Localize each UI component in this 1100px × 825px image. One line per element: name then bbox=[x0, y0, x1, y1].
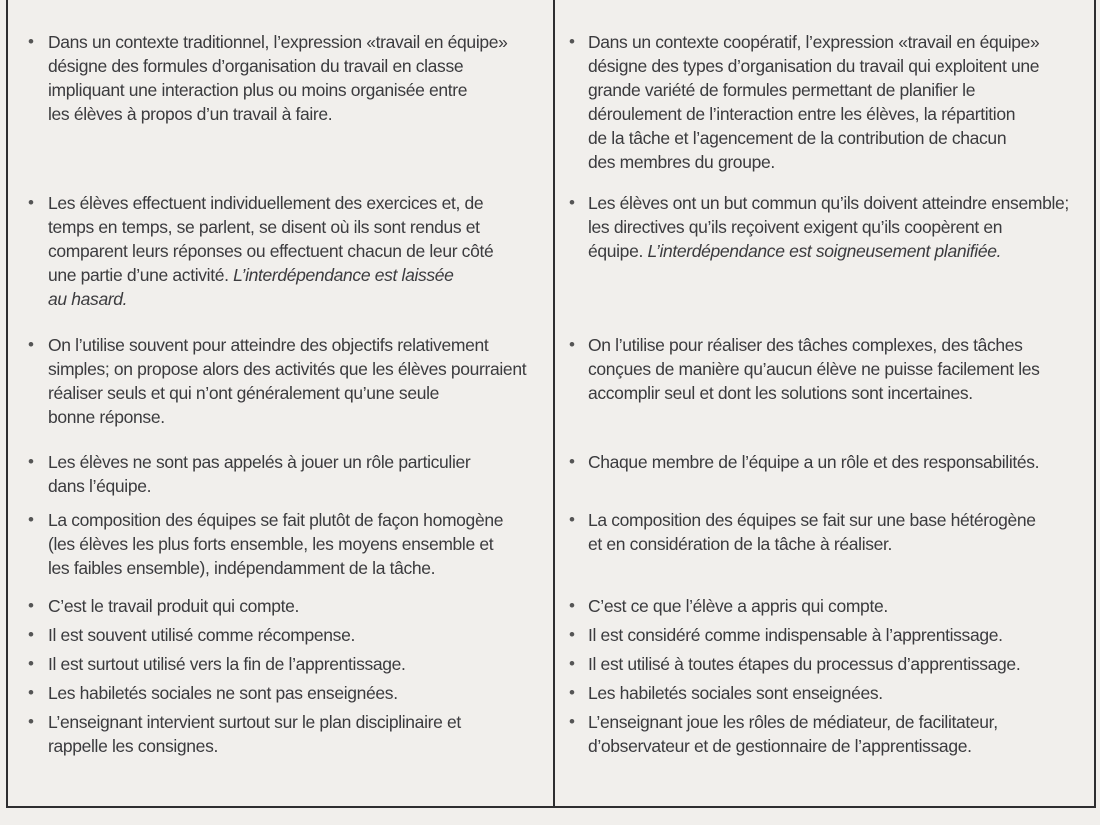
list-item-text bbox=[588, 508, 1086, 556]
text-line bbox=[48, 191, 543, 215]
text-line bbox=[48, 239, 543, 263]
text-segment: La composition des équipes se fait sur une base hétérogène bbox=[588, 510, 1036, 530]
text-line bbox=[588, 239, 1086, 263]
bullet-marker: • bbox=[28, 193, 34, 212]
text-line bbox=[48, 30, 543, 54]
bullet-marker: • bbox=[569, 683, 575, 702]
text-segment: et en considération de la tâche à réaliser. bbox=[588, 534, 893, 554]
text-line bbox=[48, 508, 543, 532]
text-segment: désigne des types d’organisation du travail qui exploitent une bbox=[588, 56, 1040, 76]
list-item-text bbox=[48, 710, 543, 758]
text-segment: Les élèves ont un but commun qu’ils doivent atteindre ensemble; bbox=[588, 193, 1069, 213]
list-item-text bbox=[48, 450, 543, 498]
text-line bbox=[588, 215, 1086, 239]
text-segment: Il est utilisé à toutes étapes du processus d’apprentissage. bbox=[588, 654, 1021, 674]
cooperative-column bbox=[555, 0, 1096, 806]
text-line bbox=[588, 333, 1086, 357]
list-item-text bbox=[48, 652, 543, 676]
text-line bbox=[48, 381, 543, 405]
text-line bbox=[588, 78, 1086, 102]
bullet-marker: • bbox=[28, 654, 34, 673]
bullet-marker: • bbox=[569, 335, 575, 354]
list-item-text bbox=[588, 623, 1086, 647]
bullet-marker: • bbox=[569, 654, 575, 673]
text-segment: Les élèves ne sont pas appelés à jouer un rôle particulier bbox=[48, 452, 471, 472]
text-segment: réaliser seuls et qui n’ont généralement qu’une seule bbox=[48, 383, 440, 403]
text-segment: les élèves à propos d’un travail à faire. bbox=[48, 104, 333, 124]
text-line bbox=[48, 78, 543, 102]
text-segment: désigne des formules d’organisation du travail en classe bbox=[48, 56, 464, 76]
text-segment: C’est le travail produit qui compte. bbox=[48, 596, 299, 616]
text-segment: On l’utilise pour réaliser des tâches complexes, des tâches bbox=[588, 335, 1023, 355]
text-segment: Il est souvent utilisé comme récompense. bbox=[48, 625, 355, 645]
list-item-text bbox=[588, 333, 1086, 405]
text-segment: équipe. bbox=[588, 241, 648, 261]
text-segment: une partie d’une activité. bbox=[48, 265, 234, 285]
bullet-marker: • bbox=[569, 452, 575, 471]
text-line bbox=[48, 474, 543, 498]
text-segment: impliquant une interaction plus ou moins organisée entre bbox=[48, 80, 468, 100]
bullet-marker: • bbox=[28, 510, 34, 529]
text-segment: Dans un contexte traditionnel, l’expression «travail en équipe» bbox=[48, 32, 508, 52]
bullet-marker: • bbox=[28, 32, 34, 51]
list-item-text bbox=[48, 508, 543, 580]
text-segment: temps en temps, se parlent, se disent où ils sont rendus et bbox=[48, 217, 480, 237]
list-item-text bbox=[588, 191, 1086, 263]
text-line bbox=[588, 508, 1086, 532]
text-line bbox=[588, 191, 1086, 215]
text-line bbox=[48, 594, 543, 618]
bullet-marker: • bbox=[569, 625, 575, 644]
text-line bbox=[588, 150, 1086, 174]
text-segment: bonne réponse. bbox=[48, 407, 165, 427]
text-line bbox=[588, 532, 1086, 556]
text-line bbox=[588, 652, 1086, 676]
italic-text: L’interdépendance est laissée bbox=[233, 265, 454, 285]
text-segment: d’observateur et de gestionnaire de l’apprentissage. bbox=[588, 736, 972, 756]
italic-text: L’interdépendance est soigneusement planifiée. bbox=[647, 241, 1002, 261]
text-line bbox=[48, 333, 543, 357]
text-line bbox=[588, 126, 1086, 150]
bullet-marker: • bbox=[28, 683, 34, 702]
text-line bbox=[48, 405, 543, 429]
bullet-marker: • bbox=[569, 32, 575, 51]
text-segment: Chaque membre de l’équipe a un rôle et des responsabilités. bbox=[588, 452, 1040, 472]
text-line bbox=[588, 594, 1086, 618]
bullet-marker: • bbox=[569, 596, 575, 615]
comparison-table bbox=[6, 0, 1096, 808]
text-line bbox=[48, 532, 543, 556]
text-segment: simples; on propose alors des activités que les élèves pourraient bbox=[48, 359, 527, 379]
text-line bbox=[48, 357, 543, 381]
text-segment: Il est surtout utilisé vers la fin de l’apprentissage. bbox=[48, 654, 406, 674]
text-segment: des membres du groupe. bbox=[588, 152, 775, 172]
text-line bbox=[48, 263, 543, 287]
text-line bbox=[588, 623, 1086, 647]
list-item-text bbox=[588, 450, 1086, 474]
text-segment: La composition des équipes se fait plutôt de façon homogène bbox=[48, 510, 504, 530]
text-line bbox=[48, 710, 543, 734]
text-line bbox=[588, 357, 1086, 381]
text-segment: (les élèves les plus forts ensemble, les moyens ensemble et bbox=[48, 534, 494, 554]
bullet-marker: • bbox=[28, 625, 34, 644]
text-segment: On l’utilise souvent pour atteindre des objectifs relativement bbox=[48, 335, 489, 355]
text-segment: rappelle les consignes. bbox=[48, 736, 218, 756]
bullet-marker: • bbox=[28, 452, 34, 471]
text-segment: comparent leurs réponses ou effectuent chacun de leur côté bbox=[48, 241, 494, 261]
text-line bbox=[48, 287, 543, 311]
list-item-text bbox=[48, 333, 543, 429]
text-segment: de la tâche et l’agencement de la contribution de chacun bbox=[588, 128, 1007, 148]
text-line bbox=[48, 556, 543, 580]
text-segment: Il est considéré comme indispensable à l’apprentissage. bbox=[588, 625, 1003, 645]
text-segment: déroulement de l’interaction entre les élèves, la répartition bbox=[588, 104, 1016, 124]
text-line bbox=[588, 30, 1086, 54]
text-segment: dans l’équipe. bbox=[48, 476, 152, 496]
text-line bbox=[588, 734, 1086, 758]
bullet-marker: • bbox=[28, 335, 34, 354]
list-item-text bbox=[48, 30, 543, 126]
bullet-marker: • bbox=[569, 510, 575, 529]
bullet-marker: • bbox=[569, 712, 575, 731]
text-line bbox=[588, 102, 1086, 126]
text-line bbox=[588, 381, 1086, 405]
text-segment: L’enseignant intervient surtout sur le plan disciplinaire et bbox=[48, 712, 461, 732]
text-line bbox=[588, 681, 1086, 705]
text-segment: les faibles ensemble), indépendamment de la tâche. bbox=[48, 558, 436, 578]
bullet-marker: • bbox=[28, 712, 34, 731]
text-line bbox=[48, 734, 543, 758]
list-item-text bbox=[48, 594, 543, 618]
text-line bbox=[48, 102, 543, 126]
italic-text: au hasard. bbox=[48, 289, 128, 309]
text-segment: Dans un contexte coopératif, l’expression «travail en équipe» bbox=[588, 32, 1040, 52]
text-segment: Les habiletés sociales sont enseignées. bbox=[588, 683, 883, 703]
list-item-text bbox=[588, 594, 1086, 618]
list-item-text bbox=[588, 652, 1086, 676]
text-line bbox=[48, 54, 543, 78]
bullet-marker: • bbox=[28, 596, 34, 615]
text-line bbox=[588, 450, 1086, 474]
list-item-text bbox=[48, 681, 543, 705]
text-segment: grande variété de formules permettant de planifier le bbox=[588, 80, 976, 100]
text-segment: les directives qu’ils reçoivent exigent qu’ils coopèrent en bbox=[588, 217, 1003, 237]
bullet-marker: • bbox=[569, 193, 575, 212]
text-line bbox=[588, 710, 1086, 734]
text-line bbox=[588, 54, 1086, 78]
list-item-text bbox=[588, 30, 1086, 174]
text-segment: accomplir seul et dont les solutions sont incertaines. bbox=[588, 383, 973, 403]
traditional-column bbox=[8, 0, 553, 806]
list-item-text bbox=[588, 710, 1086, 758]
text-line bbox=[48, 623, 543, 647]
text-segment: L’enseignant joue les rôles de médiateur, de facilitateur, bbox=[588, 712, 998, 732]
list-item-text bbox=[48, 191, 543, 311]
list-item-text bbox=[48, 623, 543, 647]
text-segment: Les élèves effectuent individuellement des exercices et, de bbox=[48, 193, 484, 213]
text-segment: Les habiletés sociales ne sont pas enseignées. bbox=[48, 683, 398, 703]
text-line bbox=[48, 681, 543, 705]
text-segment: C’est ce que l’élève a appris qui compte. bbox=[588, 596, 888, 616]
text-line bbox=[48, 450, 543, 474]
list-item-text bbox=[588, 681, 1086, 705]
text-segment: conçues de manière qu’aucun élève ne puisse facilement les bbox=[588, 359, 1040, 379]
text-line bbox=[48, 215, 543, 239]
text-line bbox=[48, 652, 543, 676]
